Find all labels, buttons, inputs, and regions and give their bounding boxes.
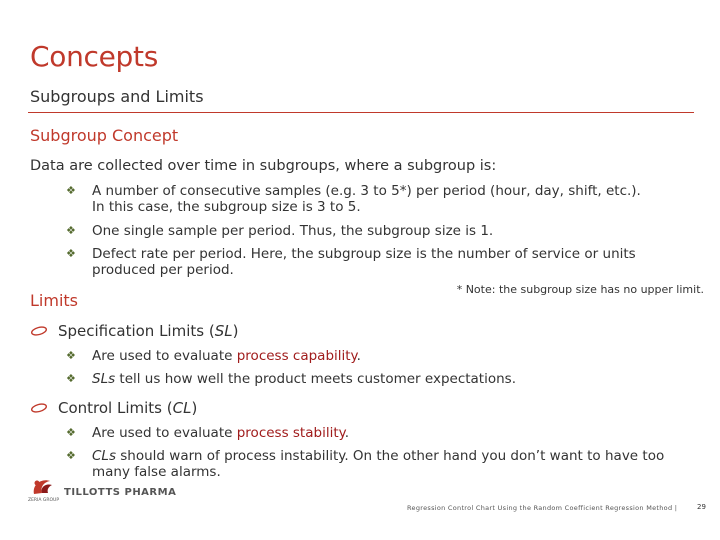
diamond-bullet-icon: ❖ [66,372,76,385]
bullet-text: . [344,425,349,441]
bullet-text: In this case, the subgroup size is 3 to 5. [92,199,361,215]
bullet-text: One single sample per period. Thus, the subgroup size is 1. [92,223,494,239]
logo-subtext: ZERIA GROUP [28,498,60,503]
diamond-bullet-icon: ❖ [66,349,76,362]
bullet-text: . [356,348,361,364]
process-capability-term: process capability [236,348,357,364]
subgroup-note: * Note: the subgroup size has no upper limit. [456,283,704,296]
control-limits-label [30,399,197,417]
spec-bullet-1 [66,348,696,364]
swoosh-circle-icon [30,322,58,340]
diamond-bullet-icon: ❖ [66,247,76,260]
swoosh-circle-icon [30,399,58,417]
bullet-text: Are used to evaluate [92,348,237,364]
page-title: Concepts [30,40,158,73]
bullet-text: should warn of process instability. On the other hand you don’t want to have too [115,448,665,464]
bullet-text: many false alarms. [92,464,221,480]
control-bullet-1 [66,425,696,441]
diamond-bullet-icon: ❖ [66,449,76,462]
subgroup-intro: Data are collected over time in subgroups, where a subgroup is: [30,158,497,174]
spec-label-post: ) [232,322,239,340]
process-stability-term: process stability [236,425,345,441]
diamond-bullet-icon: ❖ [66,426,76,439]
bullet-text: Are used to evaluate [92,425,237,441]
company-logo [28,474,176,504]
page-subtitle: Subgroups and Limits [30,87,204,106]
spec-label-pre: Specification Limits ( [58,322,215,340]
subgroup-bullet-2 [66,223,696,239]
spec-limits-label [30,322,238,340]
control-label-abbr: CL [172,399,192,417]
bullet-text: Defect rate per period. Here, the subgroup size is the number of service or units [92,246,636,262]
subgroup-bullet-1 [66,183,696,215]
bullet-text: A number of consecutive samples (e.g. 3 to 5*) per period (hour, day, shift, etc.). [92,183,641,199]
limits-heading: Limits [30,291,78,310]
subgroup-bullet-3 [66,246,696,278]
control-label-post: ) [191,399,198,417]
control-label-pre: Control Limits ( [58,399,173,417]
page-number: 29 [697,503,706,511]
sls-abbr: SLs [92,371,116,387]
logo-wordmark: TILLOTTS PHARMA [64,486,177,498]
tillotts-logo-icon [28,474,62,504]
bullet-text: produced per period. [92,262,234,278]
footer-caption: Regression Control Chart Using the Random Coefficient Regression Method | [407,504,678,512]
cls-abbr: CLs [92,448,116,464]
subgroup-heading: Subgroup Concept [30,126,179,145]
diamond-bullet-icon: ❖ [66,224,76,237]
spec-bullet-2 [66,371,696,387]
bullet-text: tell us how well the product meets customer expectations. [115,371,516,387]
spec-label-abbr: SL [214,322,233,340]
diamond-bullet-icon: ❖ [66,184,76,197]
header-divider [28,112,694,113]
